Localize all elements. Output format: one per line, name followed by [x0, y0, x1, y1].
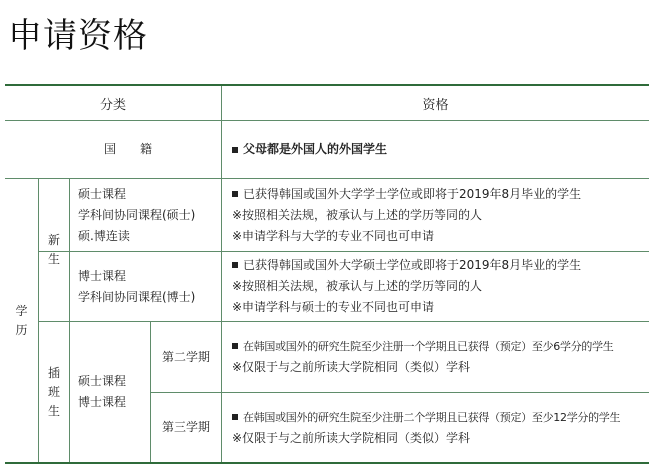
square-bullet-icon: [232, 414, 238, 420]
header-category-cell: [5, 86, 221, 120]
qualification-note: ※仅限于与之前所读大学院相同（类似）学科: [232, 430, 471, 445]
qualification-note: ※申请学科与硕士的专业不同也可申请: [232, 300, 435, 314]
education-label-char: 学: [15, 303, 28, 318]
education-label-char: 历: [15, 322, 28, 337]
header-qualification-cell: [222, 86, 649, 120]
square-bullet-icon: [232, 343, 238, 349]
qualification-note: ※按照相关法规，被承认与上述的学历等同的人: [232, 279, 483, 293]
square-bullet-icon: [232, 147, 238, 153]
freshman-label-cell: [39, 179, 69, 321]
transfer-programs-cell: [78, 322, 150, 462]
header-qualification: 资格: [422, 97, 449, 113]
program-name: 学科间协同课程(博士): [78, 289, 196, 304]
transfer-label-char: 生: [47, 403, 60, 418]
third-semester-qualification-cell: [232, 393, 649, 462]
program-name: 学科间协同课程(硕士): [78, 207, 196, 222]
freshman-label-char: 生: [47, 252, 60, 266]
page-title: 申请资格: [8, 16, 148, 56]
program-name: 硕士课程: [78, 186, 127, 201]
qualification-text: 在韩国或国外的研究生院至少注册二个学期且已获得（预定）至少12学分的学生: [243, 410, 621, 424]
qualification-text: 已获得韩国或国外大学学士学位或即将于2019年8月毕业的学生: [243, 186, 582, 201]
transfer-label-char: 插: [47, 365, 60, 380]
second-semester-cell: [151, 322, 221, 392]
program-name: 博士课程: [78, 395, 127, 409]
qualification-note: ※按照相关法规，被承认与上述的学历等同的人: [232, 207, 483, 222]
qualification-note: ※申请学科与大学的专业不同也可申请: [232, 228, 435, 243]
doctor-programs-cell: [78, 252, 221, 321]
nationality-qualification-cell: [232, 121, 649, 178]
student-type-column-divider: [69, 178, 70, 462]
qualification-note: ※仅限于与之前所读大学院相同（类似）学科: [232, 360, 471, 374]
nationality-text: 父母都是外国人的外国学生: [243, 142, 388, 156]
table-bottom-rule: [5, 462, 649, 464]
freshman-label-char: 新: [47, 233, 60, 247]
second-semester-qualification-cell: [232, 322, 649, 392]
master-qualification-cell: [232, 179, 649, 251]
eligibility-table: [5, 84, 649, 464]
third-semester-label: 第三学期: [161, 420, 210, 434]
program-name: 博士课程: [78, 268, 127, 283]
transfer-label-cell: [39, 322, 69, 462]
qualification-text: 已获得韩国或国外大学硕士学位或即将于2019年8月毕业的学生: [243, 258, 582, 272]
doctor-qualification-cell: [232, 252, 649, 321]
transfer-label-char: 班: [47, 384, 60, 399]
nationality-label-cell: [5, 121, 221, 178]
second-semester-label: 第二学期: [161, 349, 210, 364]
qualification-column-divider: [221, 86, 222, 462]
master-programs-cell: [78, 179, 221, 251]
third-semester-cell: [151, 393, 221, 462]
program-name: 硕士课程: [78, 374, 127, 388]
qualification-text: 在韩国或国外的研究生院至少注册一个学期且已获得（预定）至少6学分的学生: [243, 340, 614, 353]
nationality-label: 国 籍: [103, 142, 152, 156]
square-bullet-icon: [232, 191, 238, 197]
square-bullet-icon: [232, 262, 238, 268]
program-name: 硕.博连读: [78, 228, 130, 243]
header-category: 分类: [99, 97, 126, 113]
education-label-cell: [5, 179, 38, 462]
